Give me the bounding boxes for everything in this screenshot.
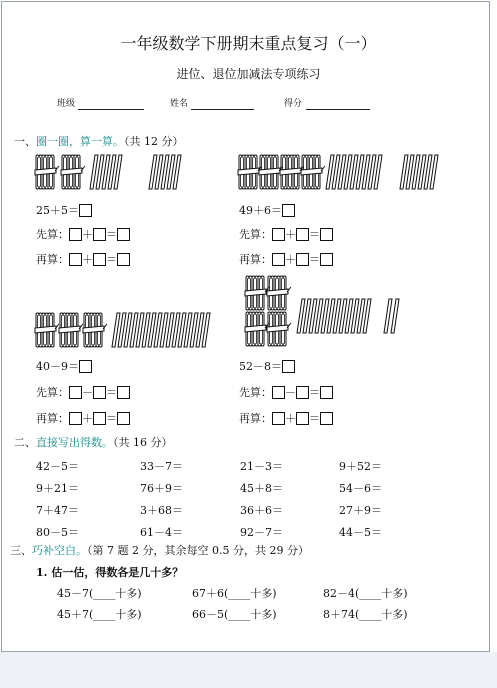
answer-box[interactable]	[69, 386, 82, 399]
answer-box[interactable]	[320, 386, 333, 399]
calc-problem[interactable]: 9＋52＝	[339, 460, 382, 473]
q3-first-step: 先算： － ＝	[36, 386, 130, 399]
calc-problem[interactable]: 45＋8＝	[240, 482, 283, 495]
estimate-problem[interactable]: 67＋6(____十多)	[192, 587, 277, 600]
estimate-problem[interactable]: 66－5(____十多)	[192, 608, 277, 621]
calc-problem[interactable]: 76＋9＝	[140, 482, 183, 495]
calc-problem[interactable]: 61－4＝	[140, 526, 183, 539]
calc-problem[interactable]: 33－7＝	[140, 460, 183, 473]
q3-equation: 40－9＝	[36, 360, 92, 373]
q4-first-step: 先算： － ＝	[239, 386, 333, 399]
answer-box[interactable]	[272, 412, 285, 425]
name-label: 姓名	[170, 99, 189, 109]
section3-heading	[10, 545, 309, 556]
answer-box[interactable]	[69, 253, 82, 266]
answer-box[interactable]	[282, 360, 295, 373]
q2-first-step: 先算： ＋ ＝	[239, 228, 333, 241]
answer-box[interactable]	[282, 204, 295, 217]
answer-box[interactable]	[93, 412, 106, 425]
answer-box[interactable]	[272, 253, 285, 266]
answer-box[interactable]	[320, 228, 333, 241]
answer-box[interactable]	[117, 412, 130, 425]
answer-box[interactable]	[272, 386, 285, 399]
section3-number: 三、	[10, 544, 32, 557]
section2-number: 二、	[14, 436, 36, 449]
section3-score: （第 7 题 2 分，其余每空 0.5 分，共 29 分）	[87, 544, 309, 557]
section2-heading	[14, 437, 173, 448]
q1-first-step: 先算： ＋ ＝	[36, 228, 130, 241]
answer-box[interactable]	[93, 253, 106, 266]
page-title: 一年级数学下册期末重点复习（一）	[120, 34, 377, 53]
q1-then-step: 再算： ＋ ＝	[36, 253, 130, 266]
answer-box[interactable]	[69, 412, 82, 425]
class-label: 班级	[57, 99, 76, 109]
page-subtitle: 进位、退位加减法专项练习	[176, 67, 321, 81]
answer-box[interactable]	[79, 204, 92, 217]
q2-then-step: 再算： ＋ ＝	[239, 253, 333, 266]
q4-equation: 52－8＝	[239, 360, 295, 373]
q1-equation: 25＋5＝	[36, 204, 92, 217]
estimate-problem[interactable]: 82－4(____十多)	[323, 587, 408, 600]
answer-box[interactable]	[296, 228, 309, 241]
calc-problem[interactable]: 44－5＝	[339, 526, 382, 539]
calc-problem[interactable]: 9＋21＝	[36, 482, 79, 495]
calc-problem[interactable]: 7＋47＝	[36, 504, 79, 517]
answer-box[interactable]	[117, 386, 130, 399]
answer-box[interactable]	[296, 253, 309, 266]
calc-problem[interactable]: 80－5＝	[36, 526, 79, 539]
answer-box[interactable]	[320, 253, 333, 266]
answer-box[interactable]	[117, 228, 130, 241]
q2-equation: 49＋6＝	[239, 204, 295, 217]
section2-title: 直接写出得数。	[36, 436, 113, 449]
score-label: 得分	[284, 99, 303, 109]
estimate-problem[interactable]: 8＋74(____十多)	[323, 608, 408, 621]
answer-box[interactable]	[69, 228, 82, 241]
section1-number: 一、	[14, 135, 36, 148]
answer-box[interactable]	[296, 412, 309, 425]
calc-problem[interactable]: 42－5＝	[36, 460, 79, 473]
section3-q1-title: 1. 估一估，得数各是几十多？	[36, 566, 184, 579]
answer-box[interactable]	[320, 412, 333, 425]
estimate-problem[interactable]: 45＋7(____十多)	[57, 608, 142, 621]
answer-box[interactable]	[272, 228, 285, 241]
calc-problem[interactable]: 54－6＝	[339, 482, 382, 495]
section1-score: （共 12 分）	[124, 135, 184, 148]
answer-box[interactable]	[296, 386, 309, 399]
estimate-problem[interactable]: 45－7(____十多)	[57, 587, 142, 600]
answer-box[interactable]	[117, 253, 130, 266]
q4-then-step: 再算： ＋ ＝	[239, 412, 333, 425]
section3-title: 巧补空白。	[32, 544, 87, 557]
answer-box[interactable]	[79, 360, 92, 373]
answer-box[interactable]	[93, 386, 106, 399]
answer-box[interactable]	[93, 228, 106, 241]
calc-problem[interactable]: 21－3＝	[240, 460, 283, 473]
calc-problem[interactable]: 36＋6＝	[240, 504, 283, 517]
calc-problem[interactable]: 92－7＝	[240, 526, 283, 539]
q3-then-step: 再算： ＋ ＝	[36, 412, 130, 425]
section2-score: （共 16 分）	[113, 436, 173, 449]
calc-problem[interactable]: 3＋68＝	[140, 504, 183, 517]
calc-problem[interactable]: 27＋9＝	[339, 504, 382, 517]
section1-title: 圈一圈，算一算。	[36, 135, 124, 148]
